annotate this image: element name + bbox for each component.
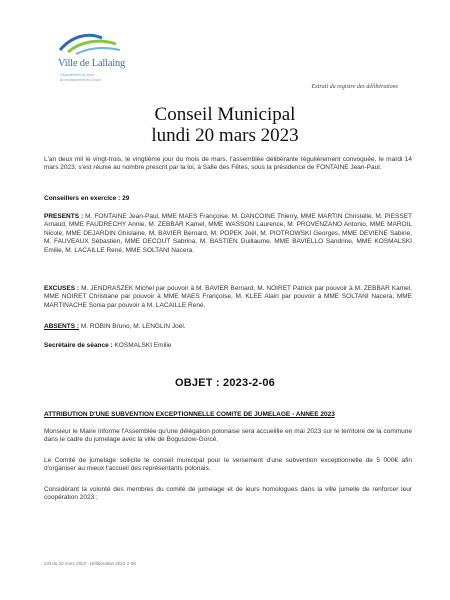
logo-tagline: Département du Nord Arrondissement de Douai [60,73,101,82]
page-footer: CM du 20 mars 2023 - Délibération 2023-2-06 [44,561,136,566]
excuses-label: EXCUSES : [44,285,80,292]
secretaire-line [44,342,412,350]
meeting-date: lundi 20 mars 2023 [151,125,299,146]
secretaire-name: KOSMALSKI Emilie [114,342,172,349]
logo-swoosh-icon [58,28,122,58]
conseillers-label: Conseillers en exercice : [44,195,121,202]
town-logo [52,28,132,88]
presents-label: PRESENTS : [44,213,84,220]
objet-heading: OBJET : 2023-2-06 [175,377,275,389]
excuses-paragraph [44,285,412,310]
absents-label: ABSENTS : [44,323,80,330]
paragraph-considerant: Considérant la volonté des membres du comité de jumelage et de leurs homologues dans la ville jumelle de renforcer leur coopération 2023 ; [44,486,412,502]
excuses-list: M. JENDRASZEK Michel par pouvoir à M. BAVIER Bernard, M. NOIRET Patrick par pouvoir à M. ZEBBAR Kamel, MME NOIRET Christiane par pouvoir à MME MAES Françoise, M. KLEE Alain par pouvoir à MME SOLTANI Nacera, MME MARTINACHE Sonia par pouvoir à M. LACAILLE René. [44,285,412,309]
extract-label: Extrait du registre des délibérations [311,84,398,90]
logo-town-name: Ville de Lallaing [58,58,126,69]
presents-paragraph [44,213,412,255]
paragraph-mayor-info: Monsieur le Maire informe l'Assemblée qu'une délégation polonaise sera accueillie en mai 2023 sur le territoire de la commune dans le cadre du jumelage avec la ville de Boguszow-Gorcé. [44,428,412,444]
presents-list: M. FONTAINE Jean-Paul, MME MAES Françoise, M. DANCOINE Thierry, MME MARTIN Christelle, M. PIESSET Arnaud, MME FAUDRECHY Annie, M. ZEBBAR Kamel, MME WASSON Laurence, M. PROVENZANO Antonio, MME MAROIL Nicole, MME DEJARDIN Ghislaine, M. BAVIER Bernard, M. POPEK Joël, M. PIOTROWSKI Georges, MME DEVIENE Sabine, M. FAUVEAUX Sébastien, MME DECOUT Sabrina, M. BASTIEN Guillaume, MME BAVIELLO Sandrine, MME KOSMALSKI Emilie, M. LACAILLE René, MME SOLTANI Nacera. [44,213,412,254]
intro-paragraph: L'an deux mil le vingt-trois, le vingtième jour du mois de mars, l'assemblée délibérante régulièrement convoquée, le mardi 14 mars 2023, s'est réunie au nombre prescrit par la loi, à Salle des Fêtes, sous la présidence de FONTAINE Jean-Paul. [44,156,412,172]
absents-line [44,323,412,331]
conseillers-line [44,195,412,203]
secretaire-label: Secrétaire de séance : [44,342,113,349]
conseillers-count: 29 [122,195,130,202]
absents-list: M. ROBIN Bruno, M. LENGLIN Joël. [80,323,186,330]
paragraph-subsidy-request: Le Comité de jumelage sollicite le conseil municipal pour le versement d'une subvention exceptionnelle de 5 000€ afin d'organiser au mieux l'accueil des représentants polonais. [44,457,412,473]
document-title: Conseil Municipal [154,104,296,125]
subject-heading: ATTRIBUTION D'UNE SUBVENTION EXCEPTIONNELLE COMITE DE JUMELAGE - ANNEE 2023 [44,411,335,418]
